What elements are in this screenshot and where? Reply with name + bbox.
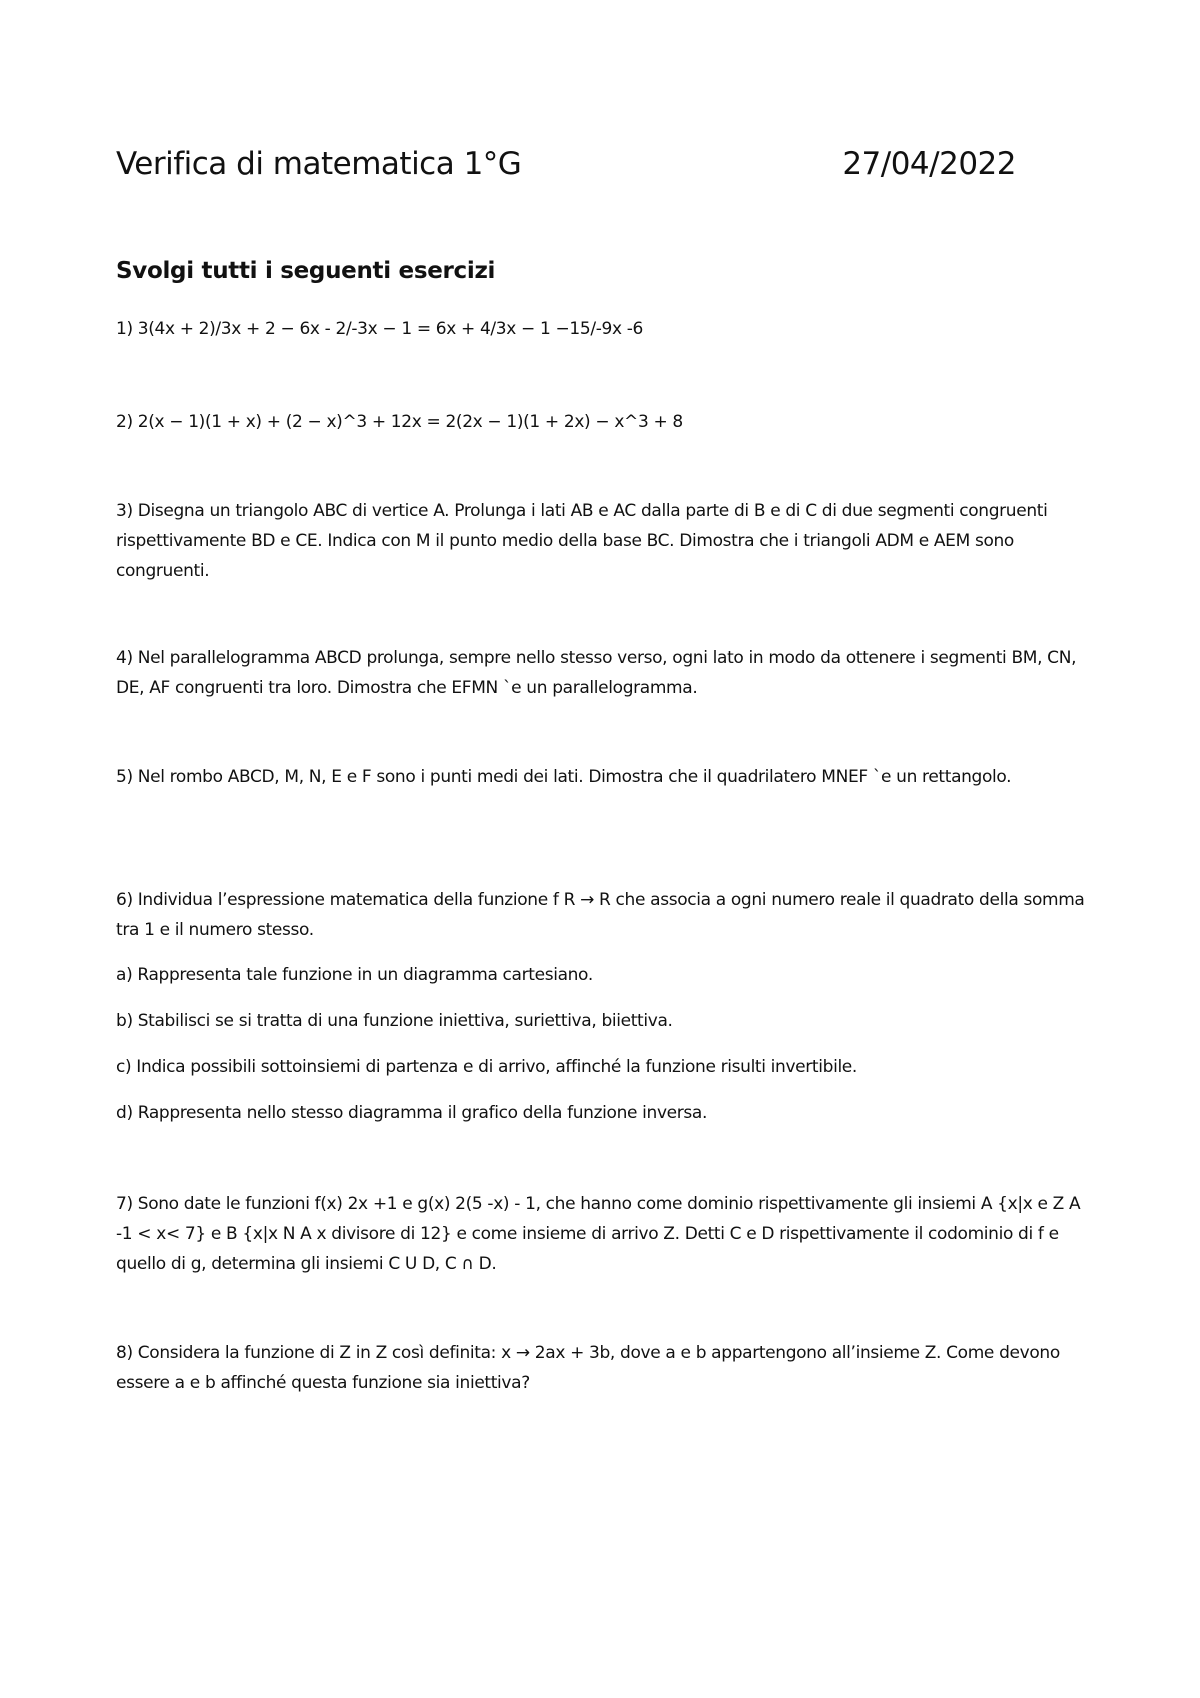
exercise-text: Nel rombo ABCD, M, N, E e F sono i punti medi dei lati. Dimostra che il quadrilatero MNEF `e un rettangolo. [137, 767, 1012, 787]
exercise-number: 7) [116, 1194, 133, 1214]
exercise-number: 1) [116, 319, 133, 339]
subquestion-letter: d) [116, 1103, 133, 1123]
subquestion-a [116, 960, 1096, 990]
instructions-heading: Svolgi tutti i seguenti esercizi [116, 258, 496, 284]
exercise-3 [116, 496, 1096, 586]
subquestion-text: Rappresenta nello stesso diagramma il grafico della funzione inversa. [137, 1103, 708, 1123]
exercise-number: 8) [116, 1343, 133, 1363]
exercise-number: 4) [116, 648, 133, 668]
exercise-text: Nel parallelogramma ABCD prolunga, sempre nello stesso verso, ogni lato in modo da ottenere i segmenti BM, CN, DE, AF congruenti tra loro. Dimostra che EFMN `e un parallelogramma. [116, 648, 1077, 698]
document-date: 27/04/2022 [842, 146, 1016, 182]
exercise-7 [116, 1189, 1096, 1279]
exercise-text: Sono date le funzioni f(x) 2x +1 e g(x) 2(5 -x) - 1, che hanno come dominio rispettivamente gli insiemi A {x|x e Z A -1 < x< 7} e B {x|x N A x divisore di 12} e come insieme di arrivo Z. Detti C e D rispettivamente il codominio di f e quello di g, determina gli insiemi C U D, C ∩ D. [116, 1194, 1081, 1274]
subquestion-letter: b) [116, 1011, 133, 1031]
exercise-1 [116, 314, 1096, 344]
exercise-5 [116, 762, 1096, 792]
subquestion-b [116, 1006, 1096, 1036]
subquestion-text: Indica possibili sottoinsiemi di partenza e di arrivo, affinché la funzione risulti invertibile. [136, 1057, 857, 1077]
exercise-number: 6) [116, 890, 133, 910]
exercise-number: 2) [116, 412, 133, 432]
document-header [116, 146, 1016, 196]
exercise-4 [116, 643, 1096, 703]
exercise-text: Individua l’espressione matematica della funzione f R → R che associa a ogni numero reale il quadrato della somma tra 1 e il numero stesso. [116, 890, 1085, 940]
exercise-8 [116, 1338, 1096, 1398]
subquestion-letter: a) [116, 965, 133, 985]
subquestion-c [116, 1052, 1096, 1082]
document-title: Verifica di matematica 1°G [116, 146, 522, 182]
subquestion-text: Rappresenta tale funzione in un diagramma cartesiano. [137, 965, 593, 985]
exercise-number: 3) [116, 501, 133, 521]
exercise-text: 3(4x + 2)/3x + 2 − 6x - 2/-3x − 1 = 6x + 4/3x − 1 −15/-9x -6 [137, 319, 643, 339]
subquestion-text: Stabilisci se si tratta di una funzione iniettiva, suriettiva, biiettiva. [137, 1011, 673, 1031]
exercise-text: 2(x − 1)(1 + x) + (2 − x)^3 + 12x = 2(2x − 1)(1 + 2x) − x^3 + 8 [137, 412, 683, 432]
exercise-text: Disegna un triangolo ABC di vertice A. Prolunga i lati AB e AC dalla parte di B e di C di due segmenti congruenti rispettivamente BD e CE. Indica con M il punto medio della base BC. Dimostra che i triangoli ADM e AEM sono congruenti. [116, 501, 1048, 581]
exercise-2 [116, 407, 1096, 437]
exercise-text: Considera la funzione di Z in Z così definita: x → 2ax + 3b, dove a e b appartengono all’insieme Z. Come devono essere a e b affinché questa funzione sia iniettiva? [116, 1343, 1060, 1393]
exercise-number: 5) [116, 767, 133, 787]
exercise-6 [116, 885, 1096, 945]
subquestion-letter: c) [116, 1057, 132, 1077]
subquestion-d [116, 1098, 1096, 1128]
